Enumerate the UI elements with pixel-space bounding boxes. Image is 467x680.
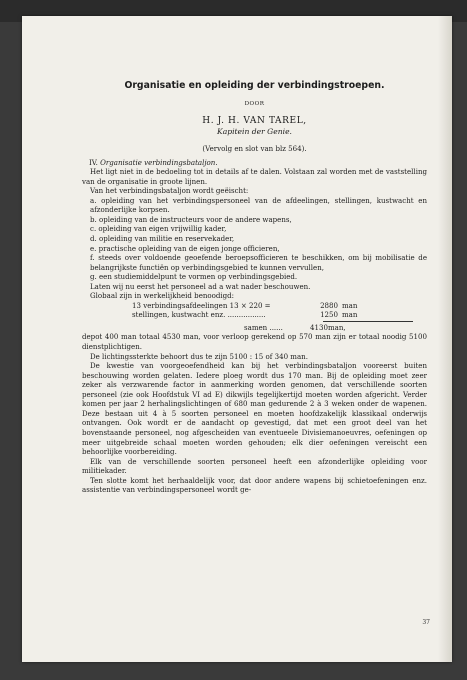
paragraph-3: Laten wij nu eerst het personeel ad a wat nader beschouwen. <box>90 281 311 291</box>
section-heading <box>82 158 427 168</box>
list-item-f: f. steeds over voldoende geoefende beroepsofficieren te beschikken, om bij mobilisatie de belangrijkste functiën op verbindingsgebied te kunnen vervullen, <box>90 253 427 272</box>
page-content <box>82 80 427 495</box>
calc-sum-label: samen ...... <box>244 322 283 332</box>
page-fold-shadow <box>438 16 452 662</box>
calc-sum-value: 4130 <box>310 322 328 332</box>
byline-prefix: DOOR <box>244 101 265 107</box>
list-item-c: c. opleiding van eigen vrijwillig kader, <box>90 224 227 234</box>
paragraph-7: De kwestie van voorgeoefendheid kan bij het verbindingsbataljon vooreerst buiten beschouwing worden gelaten. Iedere ploeg wordt dus 170 man. Bij de opleiding moet zeer zeker als verzwarende factor in aanmerking worden genomen, dat verschillende soorten personeel (zie ook Hoofdstuk VI ad E) dikwijls tegelijkertijd moeten worden afgericht. Verder komen per jaar 2 herhalingslichtingen of 680 man gedurende 2 à 3 weken onder de wapenen. Deze bestaan uit 4 à 5 soorten personeel en moeten hoofdzakelijk klassikaal onderwijs ontvangen. Ook wordt er de aandacht op gevestigd, dat met een groot deel van het bovenstaande personeel, nog afgescheiden van eventueele Divisiemanoeuvres, oefeningen op meer uitgebreide schaal moeten worden gehouden; elk dier oefeningen vereischt een behoorlijke voorbereiding. <box>82 361 427 457</box>
article-title: Organisatie en opleiding der verbindingstroepen. <box>124 80 385 91</box>
paragraph-4: Globaal zijn in werkelijkheid benoodigd: <box>90 291 235 301</box>
list-item-a: a. opleiding van het verbindingspersoneel van de afdeelingen, stellingen, kustwacht en afzonderlijke korpsen. <box>90 195 427 215</box>
calc-row-2-value: 1250 <box>320 310 338 320</box>
calc-row-1 <box>82 301 427 311</box>
calc-row-1-label: 13 verbindingsafdeelingen 13 × 220 = <box>132 300 271 310</box>
paragraph-6: De lichtingssterkte behoort dus te zijn 5100 : 15 of 340 man. <box>90 351 308 361</box>
author-rank: Kapitein der Genie. <box>217 126 292 136</box>
calc-row-1-unit: man <box>342 300 358 310</box>
section-number: IV. <box>89 157 98 167</box>
calc-sum-row <box>82 323 427 333</box>
calc-row-1-value: 2880 <box>320 300 338 310</box>
calc-sum-unit: man, <box>327 322 346 332</box>
document-page <box>22 16 452 662</box>
paragraph-1: Het ligt niet in de bedoeling tot in details af te dalen. Volstaan zal worden met de vaststelling van de organisatie in groote lijnen. <box>82 167 427 186</box>
list-item-g: g. een studiemiddelpunt te vormen op verbindingsgebied. <box>90 272 298 282</box>
list-item-d: d. opleiding van militie en reservekader, <box>90 234 235 244</box>
author-name: H. J. H. VAN TAREL, <box>202 115 307 126</box>
continuation-note: (Vervolg en slot van blz 564). <box>202 144 307 154</box>
calc-row-2-unit: man <box>342 310 358 320</box>
list-item-b: b. opleiding van de instructeurs voor de andere wapens, <box>90 214 292 224</box>
paragraph-5: depot 400 man totaal 4530 man, voor verloop gerekend op 570 man zijn er totaal noodig 5100 dienstplichtigen. <box>82 332 427 352</box>
list-item-e: e. practische opleiding van de eigen jonge officieren, <box>90 243 280 253</box>
page-number: 37 <box>422 619 430 626</box>
paragraph-8: Elk van de verschillende soorten personeel heeft een afzonderlijke opleiding voor militiekader. <box>82 456 427 476</box>
calc-row-2 <box>82 310 427 320</box>
paragraph-2: Van het verbindingsbataljon wordt geëischt: <box>90 186 249 196</box>
paragraph-9: Ten slotte komt het herhaaldelijk voor, dat door andere wapens bij schietoefeningen enz. assistentie van verbindingspersoneel wordt ge- <box>82 475 427 495</box>
section-title: Organisatie verbindingsbataljon. <box>100 157 218 167</box>
calc-row-2-label: stellingen, kustwacht enz. ................. <box>132 310 266 320</box>
